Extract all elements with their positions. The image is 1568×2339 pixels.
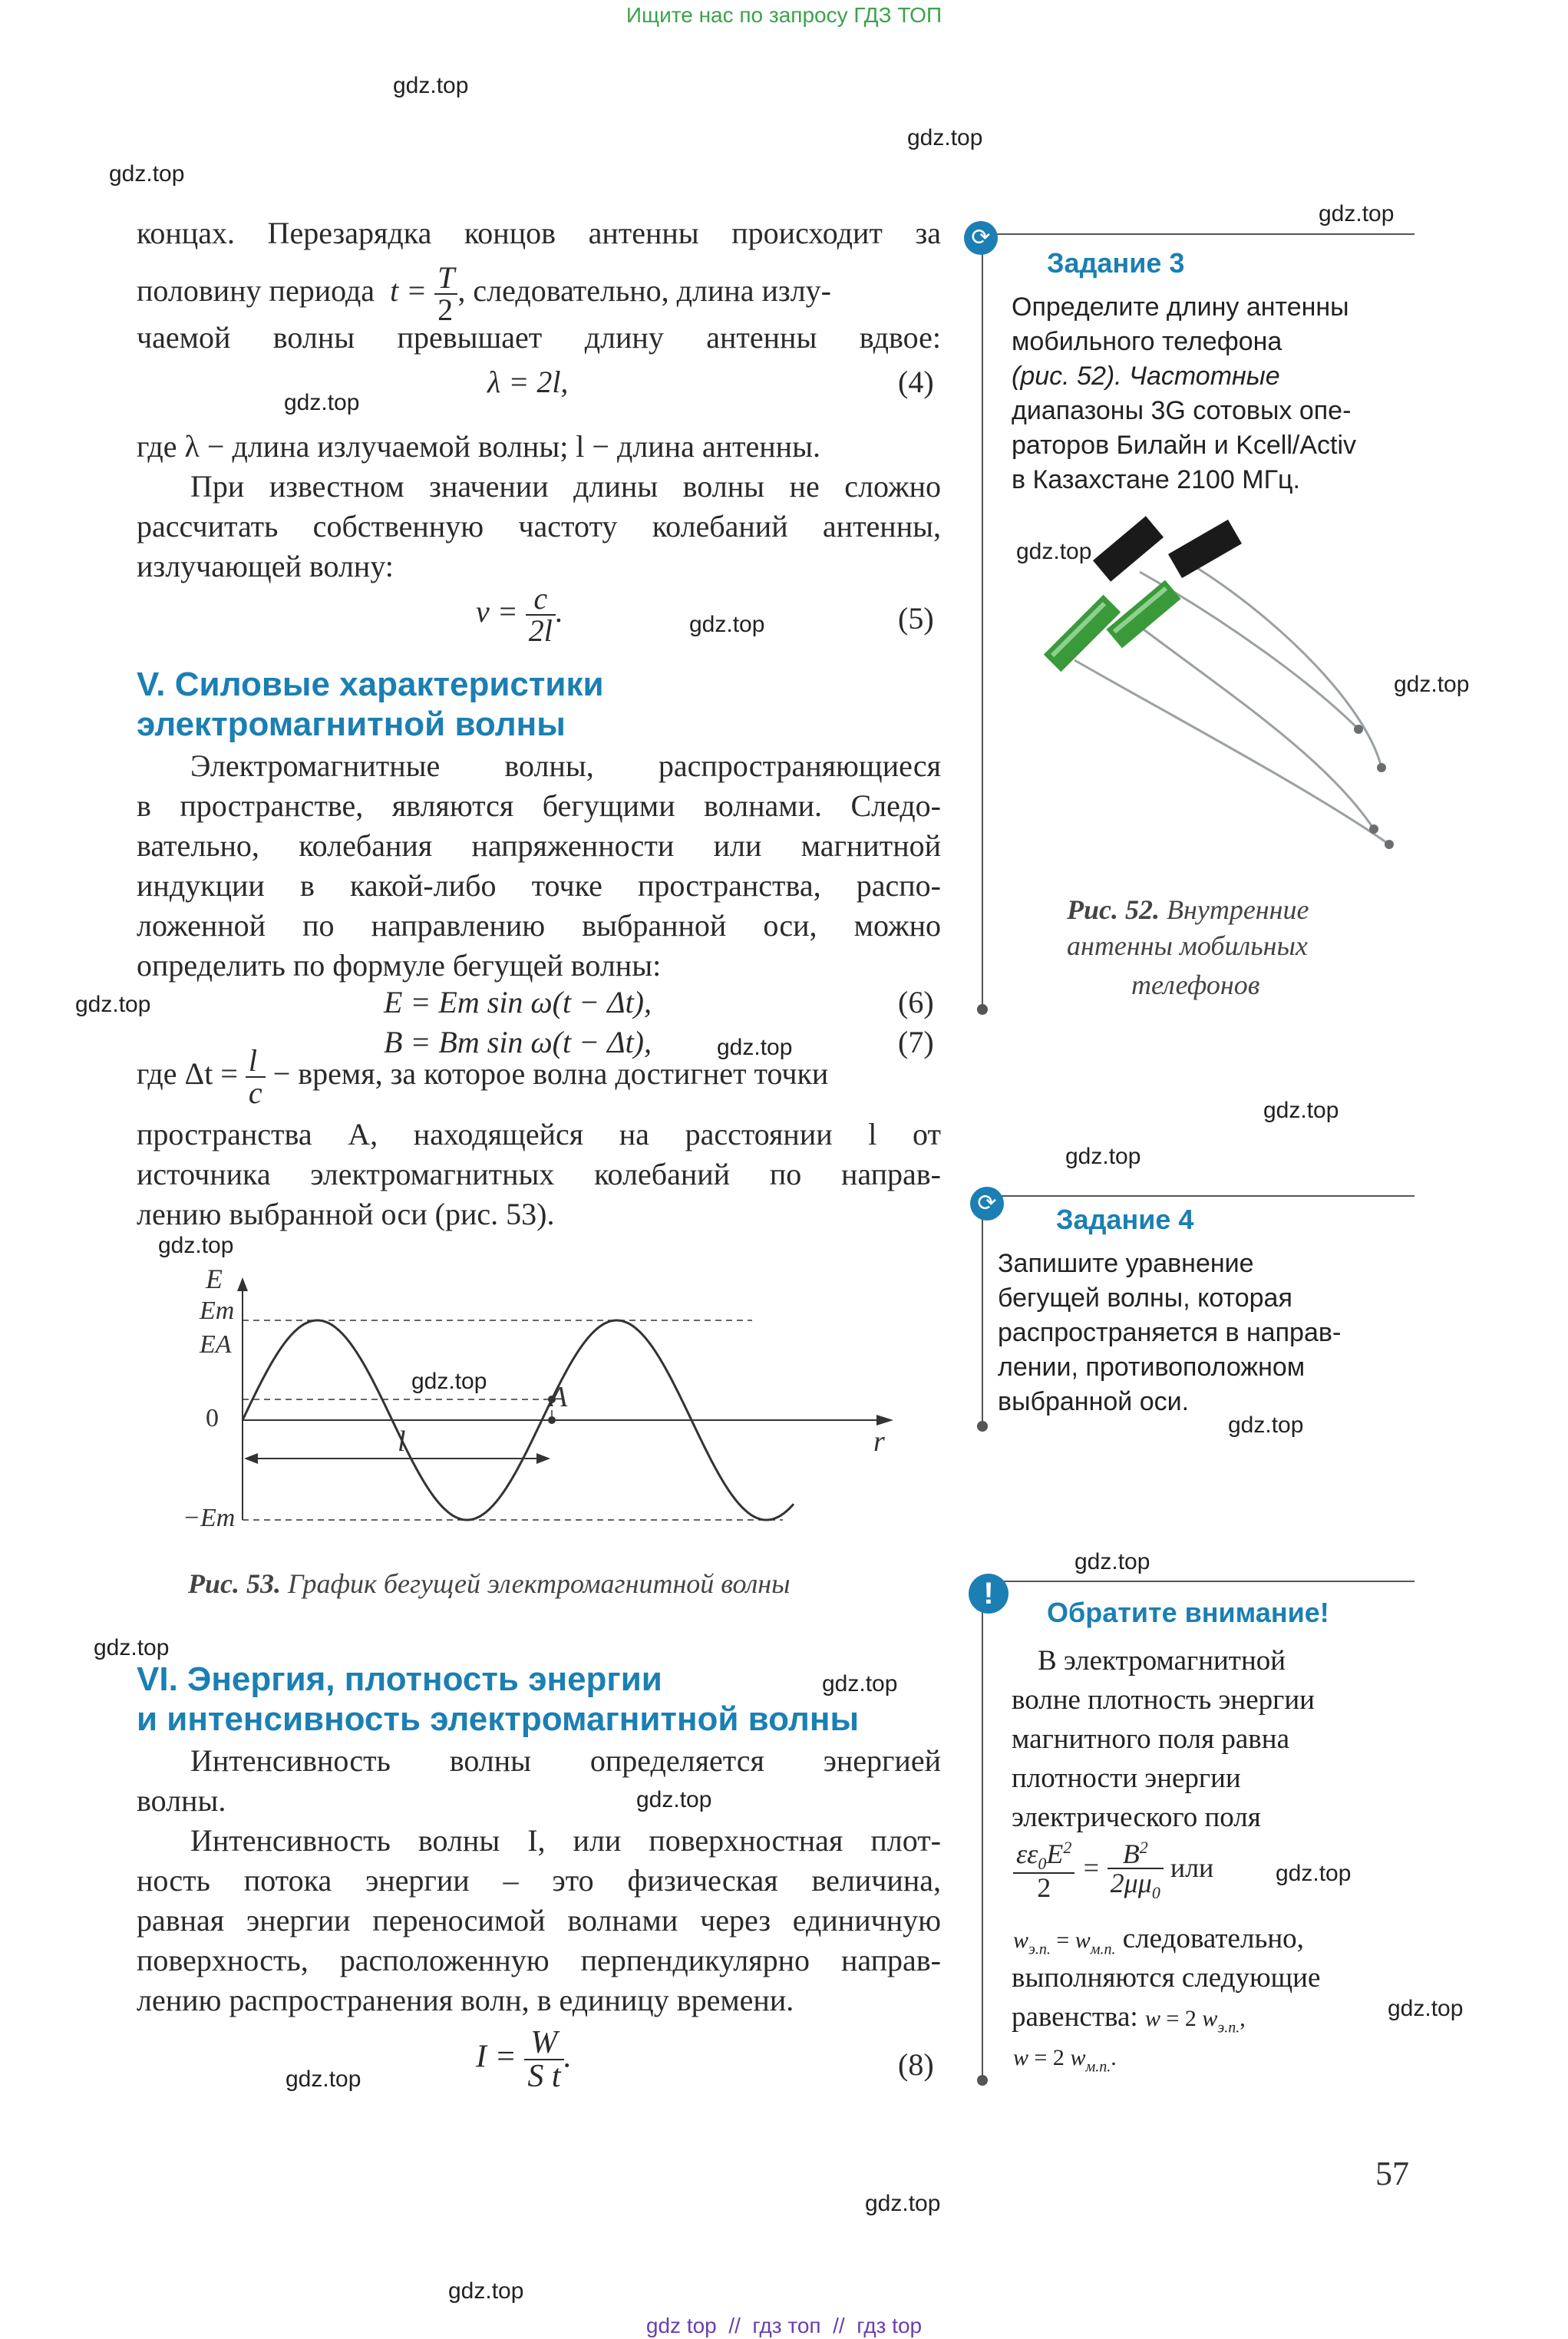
- task-3-text: в Казахстане 2100 МГц.: [1012, 465, 1300, 494]
- paragraph-line: лению выбранной оси (рис. 53).: [137, 1197, 555, 1231]
- section-heading-5: электромагнитной волны: [137, 705, 566, 743]
- figure-52-caption-bold: Рис. 52.: [1067, 894, 1160, 925]
- attention-text: плотности энергии: [1012, 1763, 1241, 1794]
- figure-52-caption-text: антенны мобильных: [1067, 930, 1308, 961]
- tick-label-EA: EA: [200, 1330, 232, 1359]
- equation-number: (4): [898, 365, 934, 399]
- task-4-title: Задание 4: [1056, 1204, 1194, 1235]
- task-3-icon: ⟳: [964, 221, 998, 255]
- section-heading-5: V. Силовые характеристики: [137, 666, 604, 703]
- axis-label-E: E: [206, 1267, 223, 1294]
- equation-number: (7): [898, 1025, 934, 1059]
- paragraph-line: ность потока энергии – это физическая величина,: [137, 1863, 941, 1898]
- watermark[interactable]: gdz.top: [1394, 672, 1470, 697]
- watermark[interactable]: gdz.top: [1263, 1098, 1339, 1123]
- page-number: 57: [1375, 2155, 1409, 2192]
- watermark[interactable]: gdz.top: [284, 390, 360, 415]
- attention-equality-line: w = 2 $w_{м.п.}$.: [1013, 2045, 1117, 2076]
- watermark[interactable]: gdz.top: [907, 125, 983, 150]
- watermark[interactable]: gdz.top: [865, 2191, 941, 2216]
- paragraph-line-period: [137, 260, 941, 327]
- paragraph-line: равная энергии переносимой волнами через единичную: [137, 1903, 941, 1938]
- attention-text: выполняются следующие: [1012, 1962, 1321, 1994]
- watermark[interactable]: gdz.top: [75, 992, 151, 1017]
- attention-equality-line: $w_{э.п.} = w_{м.п.}$ следовательно,: [1013, 1923, 1304, 1958]
- paragraph-line: вательно, колебания напряженности или магнитной: [137, 828, 941, 863]
- watermark[interactable]: gdz.top: [1228, 1412, 1304, 1438]
- watermark[interactable]: gdz.top: [411, 1369, 487, 1394]
- task-4-text: выбранной оси.: [998, 1387, 1190, 1416]
- paragraph-line: чаемой волны превышает длину антенны вдвое:: [137, 320, 941, 355]
- text-half-period: половину периода: [137, 273, 375, 309]
- watermark[interactable]: gdz.top: [1276, 1861, 1352, 1886]
- text-consequently: , следовательно, длина излу-: [457, 273, 832, 309]
- attention-cond-text: равенства:: [1012, 2001, 1138, 2033]
- task-3-text: раторов Билайн и Kcell/Activ: [1012, 431, 1357, 460]
- tick-label-neg-Em: −Em: [183, 1504, 236, 1528]
- watermark[interactable]: gdz.top: [1388, 1996, 1464, 2021]
- paragraph-line: волны.: [137, 1783, 226, 1818]
- equation-number: (6): [898, 985, 934, 1019]
- point-label-A: A: [550, 1381, 568, 1413]
- task-4-icon: ⟳: [970, 1187, 1004, 1221]
- figure-53-graph: [169, 1267, 936, 1528]
- fraction-T-over-2: $\frac{T}{2}$: [434, 263, 457, 325]
- tick-label-Em: Em: [200, 1297, 235, 1325]
- figure-53-caption-text: График бегущей электромагнитной волны: [281, 1568, 791, 1599]
- task-4-text: лении, противоположном: [998, 1353, 1306, 1382]
- watermark[interactable]: gdz.top: [158, 1233, 234, 1258]
- paragraph-line: индукции в какой-либо точке пространства, распо-: [137, 868, 941, 903]
- task-3-title: Задание 3: [1047, 247, 1185, 279]
- figure-52-caption: [1067, 890, 1309, 930]
- figure-52-caption-text: телефонов: [1131, 970, 1260, 1000]
- paragraph-line: в пространстве, являются бегущими волнами. Следо-: [137, 788, 941, 823]
- distance-l-arrow-right: [536, 1453, 550, 1464]
- paragraph-line: пространства A, находящейся на расстоянии l от: [137, 1117, 941, 1151]
- attention-formula: $\frac{\varepsilon\varepsilon_0E^2}{2}$ = $\frac{B^2}{2\mu\mu_0}$ или: [1013, 1839, 1213, 1901]
- paragraph-line: излучающей волну:: [137, 549, 394, 583]
- task-3-text: Определите длину антенны: [1012, 292, 1349, 322]
- paragraph-line: концах. Перезарядка концов антенны происходит за: [137, 216, 941, 250]
- figure-52-antennas-image: [1028, 507, 1458, 875]
- watermark[interactable]: gdz.top: [448, 2278, 524, 2304]
- watermark[interactable]: gdz.top: [1319, 201, 1395, 226]
- paragraph-line: ложенной по направлению выбранной оси, можно: [137, 908, 941, 943]
- figure-53-caption-bold: Рис. 53.: [188, 1568, 281, 1599]
- paragraph-line: определить по формуле бегущей волны:: [137, 948, 662, 983]
- attention-equality-line: равенства: w = 2 $w_{э.п.}$,: [1012, 2001, 1246, 2037]
- tick-label-zero: 0: [206, 1404, 219, 1432]
- paragraph-line: рассчитать собственную частоту колебаний антенны,: [137, 509, 941, 543]
- equation-number: (5): [898, 601, 934, 636]
- attention-title: Обратите внимание!: [1047, 1597, 1329, 1628]
- equation-8: I = $\frac{W}{\text{S t}}$ .: [476, 2025, 572, 2094]
- paragraph-line: Интенсивность волны определяется энергией: [190, 1743, 941, 1778]
- paragraph-line: Электромагнитные волны, распространяющиеся: [190, 748, 941, 783]
- equation-7: B = Bm sin ω(t − Δt),: [384, 1025, 652, 1059]
- section-heading-6: и интенсивность электромагнитной волны: [137, 1700, 860, 1738]
- x-axis-arrow: [876, 1415, 893, 1426]
- top-banner[interactable]: Ищите нас по запросу ГДЗ ТОП: [626, 3, 942, 27]
- watermark[interactable]: gdz.top: [1016, 539, 1092, 564]
- paragraph-line: Интенсивность волны I, или поверхностная плот-: [190, 1823, 941, 1858]
- watermark[interactable]: gdz.top: [822, 1671, 898, 1696]
- attention-or: или: [1170, 1852, 1214, 1883]
- point-a-marker: [548, 1416, 556, 1424]
- y-axis-arrow: [237, 1277, 248, 1291]
- footer-links[interactable]: gdz top // гдз топ // гдз top: [645, 2314, 923, 2337]
- watermark[interactable]: gdz.top: [94, 1635, 170, 1660]
- equation-6: E = Em sin ω(t − Δt),: [384, 985, 652, 1019]
- paragraph-line: лению распространения волн, в единицу времени.: [137, 1983, 794, 2017]
- paragraph-line: источника электромагнитных колебаний по направ-: [137, 1157, 941, 1191]
- distance-label-l: l: [398, 1426, 406, 1458]
- attention-cond-text: следовательно,: [1122, 1923, 1304, 1954]
- paragraph-line-delta-t: [137, 1043, 941, 1110]
- attention-icon: !: [969, 1574, 1008, 1614]
- watermark[interactable]: gdz.top: [393, 73, 469, 98]
- text-delta-t: где Δt =: [137, 1056, 238, 1092]
- watermark[interactable]: gdz.top: [689, 612, 765, 637]
- task-3-text: мобильного телефона: [1012, 327, 1282, 356]
- task-4-text: Запишите уравнение: [998, 1249, 1254, 1278]
- distance-l-arrow-left: [244, 1453, 258, 1464]
- paragraph-line: поверхность, расположенную перпендикулярно направ-: [137, 1943, 941, 1977]
- attention-text: электрического поля: [1012, 1802, 1261, 1833]
- text-time-to-reach: − время, за которое волна достигнет точки: [272, 1056, 829, 1092]
- fraction-l-over-c: $\frac{l}{c}$: [246, 1046, 266, 1108]
- watermark[interactable]: gdz.top: [1074, 1549, 1150, 1574]
- task-4-text: распространяется в направ-: [998, 1318, 1342, 1347]
- watermark[interactable]: gdz.top: [109, 161, 185, 187]
- task-3-text: диапазоны 3G сотовых опе-: [1012, 396, 1352, 425]
- watermark[interactable]: gdz.top: [1065, 1144, 1141, 1169]
- attention-text: волне плотность энергии: [1012, 1684, 1315, 1716]
- formula-t: t =: [382, 273, 427, 309]
- paragraph-line: При известном значении длины волны не сложно: [190, 469, 941, 504]
- figure-52-caption-text: Внутренние: [1160, 894, 1309, 925]
- section-heading-6: VI. Энергия, плотность энергии: [137, 1660, 662, 1698]
- equation-4: λ = 2l,: [487, 365, 569, 399]
- attention-text: магнитного поля равна: [1012, 1723, 1289, 1755]
- paragraph-line: где λ − длина излучаемой волны; l − длина антенны.: [137, 429, 820, 464]
- axis-label-r: r: [873, 1426, 885, 1458]
- figure-53-caption: [188, 1568, 791, 1600]
- watermark[interactable]: gdz.top: [286, 2066, 361, 2092]
- equation-number: (8): [898, 2047, 934, 2082]
- watermark[interactable]: gdz.top: [636, 1787, 712, 1812]
- equation-5: ν = $\frac{c}{2l}$ .: [476, 581, 563, 648]
- attention-text: В электромагнитной: [1038, 1645, 1286, 1677]
- task-4-text: бегущей волны, которая: [998, 1283, 1292, 1313]
- task-3-text: (рис. 52). Частотные: [1012, 362, 1280, 391]
- watermark[interactable]: gdz.top: [717, 1035, 793, 1060]
